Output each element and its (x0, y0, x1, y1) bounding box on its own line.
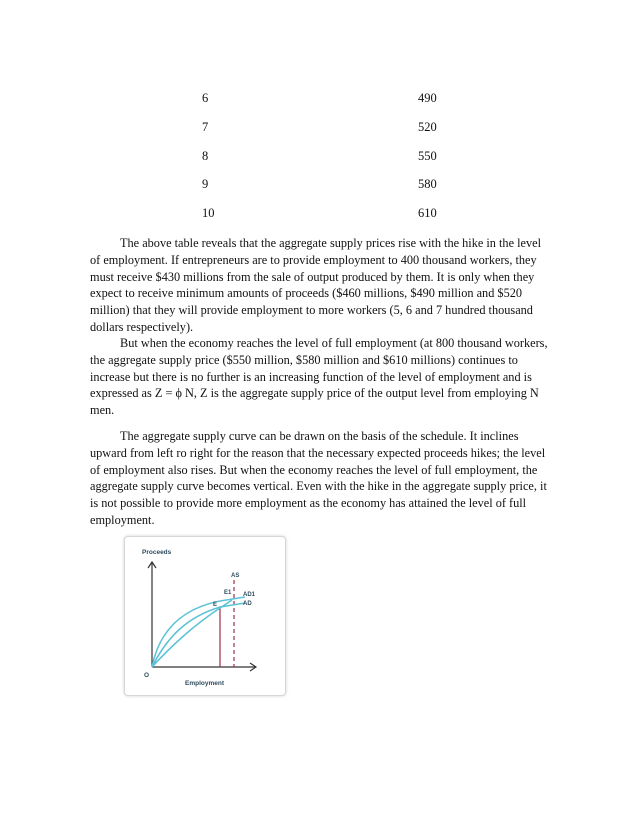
ad-label: AD (243, 601, 252, 607)
paragraph-supply-curve: The aggregate supply curve can be drawn on the basis of the schedule. It inclines upward from left ro right for the reason that the necessary expected proceeds hikes; the level of employment also rises. But when the economy reaches the level of full employment, the aggregate supply curve becomes vertical. Even with the hike in the aggregate supply price, it is not possible to provide more employment as the economy has attained the level of full employment. (90, 429, 547, 527)
e1-label: E1 (224, 590, 232, 596)
table-cell-employment: 7 (202, 120, 209, 134)
aggregate-supply-figure (124, 536, 286, 696)
as-label: AS (231, 573, 240, 579)
y-axis-label: Proceeds (142, 549, 172, 556)
ad-curve (152, 603, 245, 667)
table-cell-proceeds: 520 (418, 120, 437, 134)
paragraph-table-explanation: The above table reveals that the aggregate supply prices rise with the hike in the level of employment. If entrepreneurs are to provide employment to 400 thousand workers, they must receive $430 millions from the sale of output produced by them. It is only when they expect to receive minimum amounts of proceeds ($460 millions, $490 million and $520 million) that they will provide employment to more workers (5, 6 and 7 hundred thousand dollars respectively). (90, 236, 542, 334)
ad1-curve (152, 597, 245, 667)
table-cell-employment: 8 (202, 149, 209, 163)
table-cell-employment: 9 (202, 177, 209, 191)
table-cell-employment: 10 (202, 206, 215, 220)
table-cell-proceeds: 490 (418, 91, 437, 105)
e-label: E (213, 602, 218, 608)
figure-svg (125, 537, 285, 695)
paragraph-full-employment: But when the economy reaches the level of full employment (at 800 thousand workers, the aggregate supply price ($550 million, $580 million and $610 millions) continues to increase but there is no further is an increasing function of the level of employment and is expressed as Z = ϕ N, Z is the aggregate supply price of the output level from employing N men. (90, 336, 548, 418)
table-cell-proceeds: 550 (418, 149, 437, 163)
table-cell-employment: 6 (202, 91, 209, 105)
x-axis-label: Employment (185, 680, 225, 687)
ad1-label: AD1 (243, 592, 256, 598)
table-cell-proceeds: 610 (418, 206, 437, 220)
table-cell-proceeds: 580 (418, 177, 437, 191)
origin-label: O (144, 672, 150, 679)
